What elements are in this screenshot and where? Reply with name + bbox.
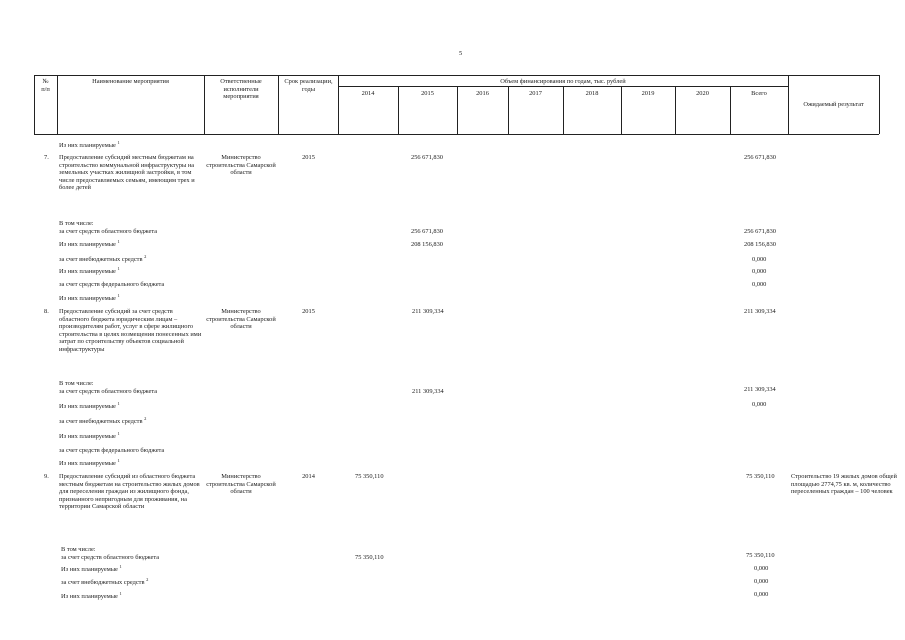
- row-label: Из них планируемые $^1$: [59, 430, 120, 440]
- row-label: Из них планируемые $^1$: [59, 457, 120, 467]
- cell-total: 0,000: [752, 281, 767, 288]
- cell-total: 211 309,334: [744, 386, 776, 393]
- row-number: 9.: [44, 473, 49, 480]
- row-label: за счет внебюджетных средств $^2$: [59, 253, 147, 263]
- cell-total: 208 156,830: [744, 241, 776, 248]
- cell-2015: 211 309,334: [412, 308, 444, 315]
- row-name: Предоставление субсидий из областного бюджета местным бюджетам на строительство жилых домов для переселения граждан из жилищного фонда, признанного непригодным для проживания, на территории Самарской области: [59, 473, 200, 511]
- row-label: за счет средств федерального бюджета: [59, 447, 165, 454]
- row-label: В том числе:: [61, 546, 96, 553]
- header-responsible: Ответственные исполнители мероприятия: [220, 78, 262, 101]
- row-responsible: Министерство строительства Самарской области: [206, 308, 276, 331]
- cell-total: 75 350,110: [746, 552, 775, 559]
- col-divider: [879, 75, 880, 134]
- cell-total: 0,000: [754, 591, 769, 598]
- row-number: 7.: [44, 154, 49, 161]
- row-label: за счет средств областного бюджета: [59, 228, 158, 235]
- header-year-2018: 2018: [585, 90, 599, 97]
- header-term: Срок реализации, годы: [284, 78, 333, 93]
- header-year-2016: 2016: [476, 90, 489, 97]
- row-result: Строительство 19 жилых домов общей площадью 2774,75 кв. м, количество переселенных граждан – 100 человек: [791, 473, 897, 496]
- cell-2015: 208 156,830: [411, 241, 443, 248]
- page-number: 5: [459, 50, 463, 57]
- header-year-2020: 2020: [696, 90, 709, 97]
- row-label: Из них планируемые $^1$: [59, 139, 120, 149]
- row-label: за счет средств областного бюджета: [61, 554, 160, 561]
- row-label: Из них планируемые $^1$: [59, 265, 120, 275]
- row-name: Предоставление субсидий за счет средств областного бюджета юридическим лицам – производителям работ, услуг в сфере жилищного строительства в целях возмещения понесенных ими затрат по строительству объектов социальной инфраструктуры: [59, 308, 202, 353]
- row-label: за счет внебюджетных средств $^2$: [59, 415, 147, 425]
- row-responsible: Министерство строительства Самарской области: [206, 154, 276, 177]
- row-label: за счет средств областного бюджета: [59, 388, 158, 395]
- header-year-2019: 2019: [641, 90, 655, 97]
- header-top-border: [34, 75, 879, 76]
- cell-total: 0,000: [754, 565, 769, 572]
- cell-total: 0,000: [752, 268, 767, 275]
- row-label: за счет внебюджетных средств $^2$: [61, 576, 149, 586]
- row-name: Предоставление субсидий местным бюджетам на строительство коммунальной инфраструктуры на земельных участках жилищной застройки, в том числе предоставляемых семьям, имеющим трех и более детей: [59, 154, 195, 192]
- cell-2015: 256 671,830: [411, 154, 443, 161]
- cell-total: 0,000: [752, 256, 767, 263]
- row-label: Из них планируемые $^1$: [61, 590, 122, 600]
- row-responsible: Министерство строительства Самарской области: [206, 473, 276, 496]
- header-finance: Объем финансирования по годам, тыс. рублей: [500, 78, 626, 85]
- row-label: В том числе:: [59, 220, 94, 227]
- row-label: Из них планируемые $^1$: [61, 563, 122, 573]
- row-number: 8.: [44, 308, 49, 315]
- row-label: за счет средств федерального бюджета: [59, 281, 165, 288]
- header-year-2017: 2017: [529, 90, 542, 97]
- cell-2015: 211 309,334: [412, 388, 444, 395]
- cell-total: 211 309,334: [744, 308, 776, 315]
- header-result: Ожидаемый результат: [803, 101, 864, 108]
- header-year-total: Всего: [751, 90, 767, 97]
- row-label: Из них планируемые $^1$: [59, 238, 120, 248]
- cell-total: 0,000: [754, 578, 769, 585]
- row-term: 2015: [302, 154, 315, 161]
- header-year-2015: 2015: [421, 90, 434, 97]
- cell-2015: 256 671,830: [411, 228, 443, 235]
- row-term: 2014: [302, 473, 315, 480]
- cell-2014: 75 350,110: [355, 554, 384, 561]
- cell-total: 75 350,110: [746, 473, 775, 480]
- cell-total: 256 671,830: [744, 228, 776, 235]
- row-term: 2015: [302, 308, 315, 315]
- cell-total: 256 671,830: [744, 154, 776, 161]
- header-num: № п/п: [41, 78, 50, 93]
- row-label: В том числе:: [59, 380, 94, 387]
- header-name: Наименование мероприятия: [92, 78, 169, 85]
- header-bottom-border: [34, 134, 879, 135]
- row-label: Из них планируемые $^1$: [59, 292, 120, 302]
- col-divider: [204, 75, 205, 134]
- row-label: Из них планируемые $^1$: [59, 400, 120, 410]
- cell-total: 0,000: [752, 401, 767, 408]
- header-year-2014: 2014: [361, 90, 375, 97]
- cell-2014: 75 350,110: [355, 473, 384, 480]
